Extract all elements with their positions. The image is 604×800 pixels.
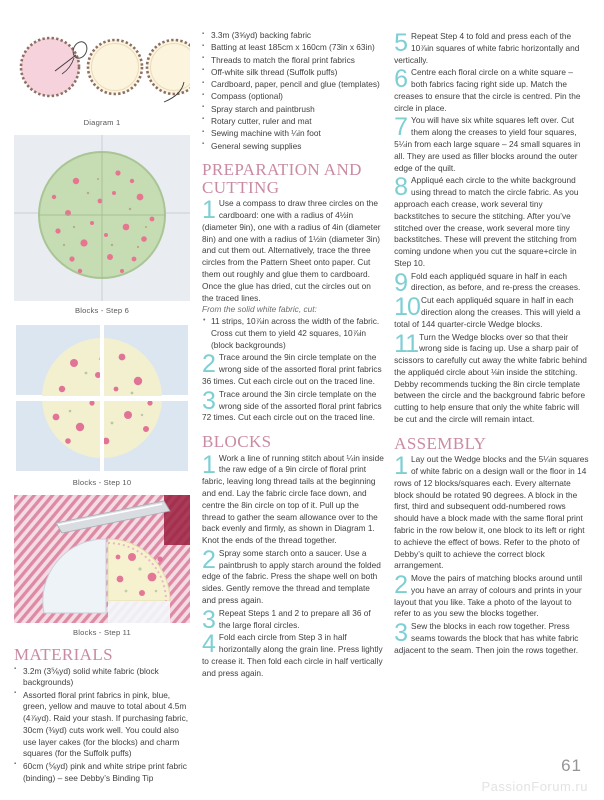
photo-blocks-step-11 <box>14 495 190 637</box>
step-text: Centre each floral circle on a white square – both fabrics facing right side up. Match the creases to ensure that the circle is centred. Pin the circle in place. <box>394 67 581 113</box>
step-number: 7 <box>394 113 408 142</box>
diagram-1-illustration <box>14 30 190 108</box>
materials-item: ▪ Threads to match the floral print fabrics <box>202 55 384 67</box>
blocks-step-7 <box>394 115 590 174</box>
materials-item: ▪ General sewing supplies <box>202 141 384 153</box>
step-number: 11 <box>394 329 419 358</box>
assembly-heading: ASSEMBLY <box>394 433 487 453</box>
step-text: Cut each appliquéd square in half in each direction along the creases. This will yield a total of 144 quarter-circle Wedge blocks. <box>394 295 581 329</box>
preparation-cut-note: From the solid white fabric, cut: <box>202 304 317 315</box>
photo-step6-image <box>14 135 190 301</box>
diagram-1-caption: Diagram 1 <box>83 118 121 127</box>
diagram-circle-cream-1 <box>88 40 142 94</box>
blocks-step-11 <box>394 329 590 426</box>
step-number: 1 <box>202 196 215 225</box>
materials-heading: MATERIALS <box>14 645 113 664</box>
materials-item: ▪ Sewing machine with ¼in foot <box>202 128 384 140</box>
materials-item: ▪ 3.3m (3⅝yd) backing fabric <box>202 30 384 42</box>
step-text: Repeat Steps 1 and 2 to prepare all 36 of the large floral circles. <box>218 607 371 630</box>
cut-list-item: • 11 strips, 10⅞in across the width of the fabric. Cross cut them to yield 42 squares, 10⅞in (block backgrounds) <box>202 316 384 351</box>
blocks-step-6 <box>394 67 590 114</box>
step-text: Lay out the Wedge blocks and the 5¼in squares of white fabric on a design wall or the floor in 14 rows of 12 blocks/squares each. Every alternate block should be rotated 90 degrees. A block in the first, third and subsequent odd-numbered rows should have a block made with the same floral print fabric in the row below it, one block to its left or right to achieve the effect of bows. Refer to the photo of Debby’s quilt to achieve the correct block arrangement. <box>394 454 589 571</box>
step-text: Work a line of running stitch about ¼in inside the raw edge of a 9in circle of floral print fabric, leaving long thread tails at the beginning and end. Lay the fabric circle face down, and centre the 8in circle on top of it. Pull up the thread to gather the seam allowance over to the back evenly and firmly, as shown in Diagram 1. Knot the ends of the thread together. <box>202 452 384 546</box>
step-number: 1 <box>202 450 215 479</box>
preparation-heading: PREPARATION AND CUTTING <box>202 160 362 197</box>
materials-list <box>14 666 190 785</box>
step-number: 10 <box>394 293 420 322</box>
step-text: Repeat Step 4 to fold and press each of the 10⅞in squares of white fabric horizontally and vertically. <box>394 31 580 65</box>
step-text: Fold each appliquéd square in half in each direction, as before, and re-press the creases. <box>411 270 581 293</box>
step-text: Appliqué each circle to the white background using thread to match the circle fabric. As you approach each crease, work several tiny backstitches to secure the stitching. After you’ve stitched over the crease, work several more tiny backstitches. These will prevent the stitching from coming undone when you cut the square+circle in Step 10. <box>394 175 579 268</box>
assembly-step-1 <box>394 454 590 572</box>
step-text: You will have six white squares left over. Cut them along the creases to yield four squares, 5¼in from each large square – 24 small squares in all. They are used as filler blocks around the outer edge of the quilt. <box>394 115 581 173</box>
materials-item: ▪ Batting at least 185cm x 160cm (73in x 63in) <box>202 42 384 54</box>
right-column <box>394 30 590 800</box>
step-number: 8 <box>394 173 408 202</box>
step-number: 2 <box>202 350 215 379</box>
materials-item: ▪ Compass (optional) <box>202 91 384 103</box>
step-number: 2 <box>202 545 215 574</box>
blocks-step-10 <box>394 295 590 330</box>
step-number: 4 <box>202 630 215 659</box>
diagram-1 <box>14 30 190 127</box>
step-number: 3 <box>202 605 215 634</box>
photo-step10-image <box>14 323 190 473</box>
preparation-cut-list <box>202 316 384 351</box>
materials-continued-list <box>202 30 384 152</box>
photo-step11-image <box>14 495 190 623</box>
step-text: Sew the blocks in each row together. Press seams towards the block that has white fabric adjacent to the seam. Then join the rows together. <box>394 621 579 655</box>
step-text: Turn the Wedge blocks over so that their wrong side is facing up. Use a sharp pair of scissors to carefully cut away the white fabric behind the appliquéd circle about ⅛in inside the stitching. Debby recommends tucking the 8in circle template between the circle and the background fabric before cutting to help ensure that only the white fabric will be cut and the circle will remain intact. <box>394 331 587 424</box>
blocks-heading: BLOCKS <box>202 432 272 452</box>
photo-step11-caption: Blocks - Step 11 <box>73 628 131 637</box>
assembly-step-2 <box>394 573 590 620</box>
step-number: 6 <box>394 65 408 94</box>
materials-item: ▪ Off-white silk thread (Suffolk puffs) <box>202 67 384 79</box>
blocks-step-4 <box>202 632 384 679</box>
diagram-circle-pink <box>21 38 89 96</box>
blocks-step-8 <box>394 175 590 269</box>
middle-column <box>202 30 394 800</box>
materials-item: ▪ Rotary cutter, ruler and mat <box>202 116 384 128</box>
watermark: PassionForum.ru <box>481 779 588 794</box>
blocks-step-3 <box>202 605 384 634</box>
step-number: 3 <box>202 386 215 415</box>
blocks-step-2 <box>202 545 384 607</box>
step-number: 2 <box>394 571 408 600</box>
preparation-step-3 <box>202 386 384 424</box>
step-number: 1 <box>394 452 408 481</box>
materials-item: ▪ 60cm (⅚yd) pink and white stripe print fabric (binding) – see Debby’s Binding Tip <box>14 761 190 785</box>
materials-item: ▪ Cardboard, paper, pencil and glue (templates) <box>202 79 384 91</box>
materials-item: ▪ Spray starch and paintbrush <box>202 104 384 116</box>
step-number: 5 <box>394 29 408 57</box>
step-text: Use a compass to draw three circles on the cardboard: one with a radius of 4½in (diameter 9in), one with a radius of 4in (diameter 8in) and one with a radius of 1½in (diameter 3in) and cut them out. Alternatively, trace the three circles from the Pattern Sheet onto paper. Cut them out roughly and glue them to cardboard. Once the glue has dried, cut the circles out on the traced lines. <box>202 198 381 303</box>
step-text: Trace around the 9in circle template on the wrong side of the assorted floral print fabrics 36 times. Cut each circle out on the traced line. <box>202 352 382 387</box>
blocks-step-5 <box>394 31 590 66</box>
photo-step10-caption: Blocks - Step 10 <box>72 478 132 487</box>
blocks-step-9 <box>394 268 590 297</box>
step-text: Fold each circle from Step 3 in half horizontally along the grain line. Press lightly to crease it. Then fold each circle in half vertically and press again. <box>202 632 383 678</box>
step-number: 3 <box>394 619 408 648</box>
photo-blocks-step-6 <box>14 135 190 315</box>
blocks-step-1 <box>202 450 384 547</box>
photo-blocks-step-10 <box>14 323 190 487</box>
step-number: 9 <box>394 268 408 297</box>
materials-item: ▪ Assorted floral print fabrics in pink, blue, green, yellow and mauve to total about 4.5m (4⅞yd). Raid your stash. If purchasing fabric, 30cm (⅜yd) cuts work well. You could also use layer cakes (for the blocks) and charm squares (for the Suffolk puffs) <box>14 690 190 761</box>
left-column <box>14 30 202 800</box>
page-number: 61 <box>561 756 582 775</box>
step-text: Trace around the 3in circle template on the wrong side of the assorted floral print fabrics 72 times. Cut each circle out on the traced line. <box>202 388 382 423</box>
preparation-step-1 <box>202 198 384 304</box>
preparation-step-2 <box>202 352 384 387</box>
assembly-step-3 <box>394 621 590 656</box>
step-text: Move the pairs of matching blocks around until you have an array of colours and prints in your layout that you like. Take a photo of the layout to refer to as you sew the blocks together. <box>394 573 583 619</box>
photo-step6-caption: Blocks - Step 6 <box>74 306 130 315</box>
step-text: Spray some starch onto a saucer. Use a paintbrush to apply starch around the folded edge of the fabric. Press the shape well on both sides. Gently remove the thread and template and press again. <box>202 547 381 606</box>
diagram-circle-cream-2 <box>147 40 190 102</box>
materials-item: ▪ 3.2m (3⅚yd) solid white fabric (block backgrounds) <box>14 666 190 690</box>
